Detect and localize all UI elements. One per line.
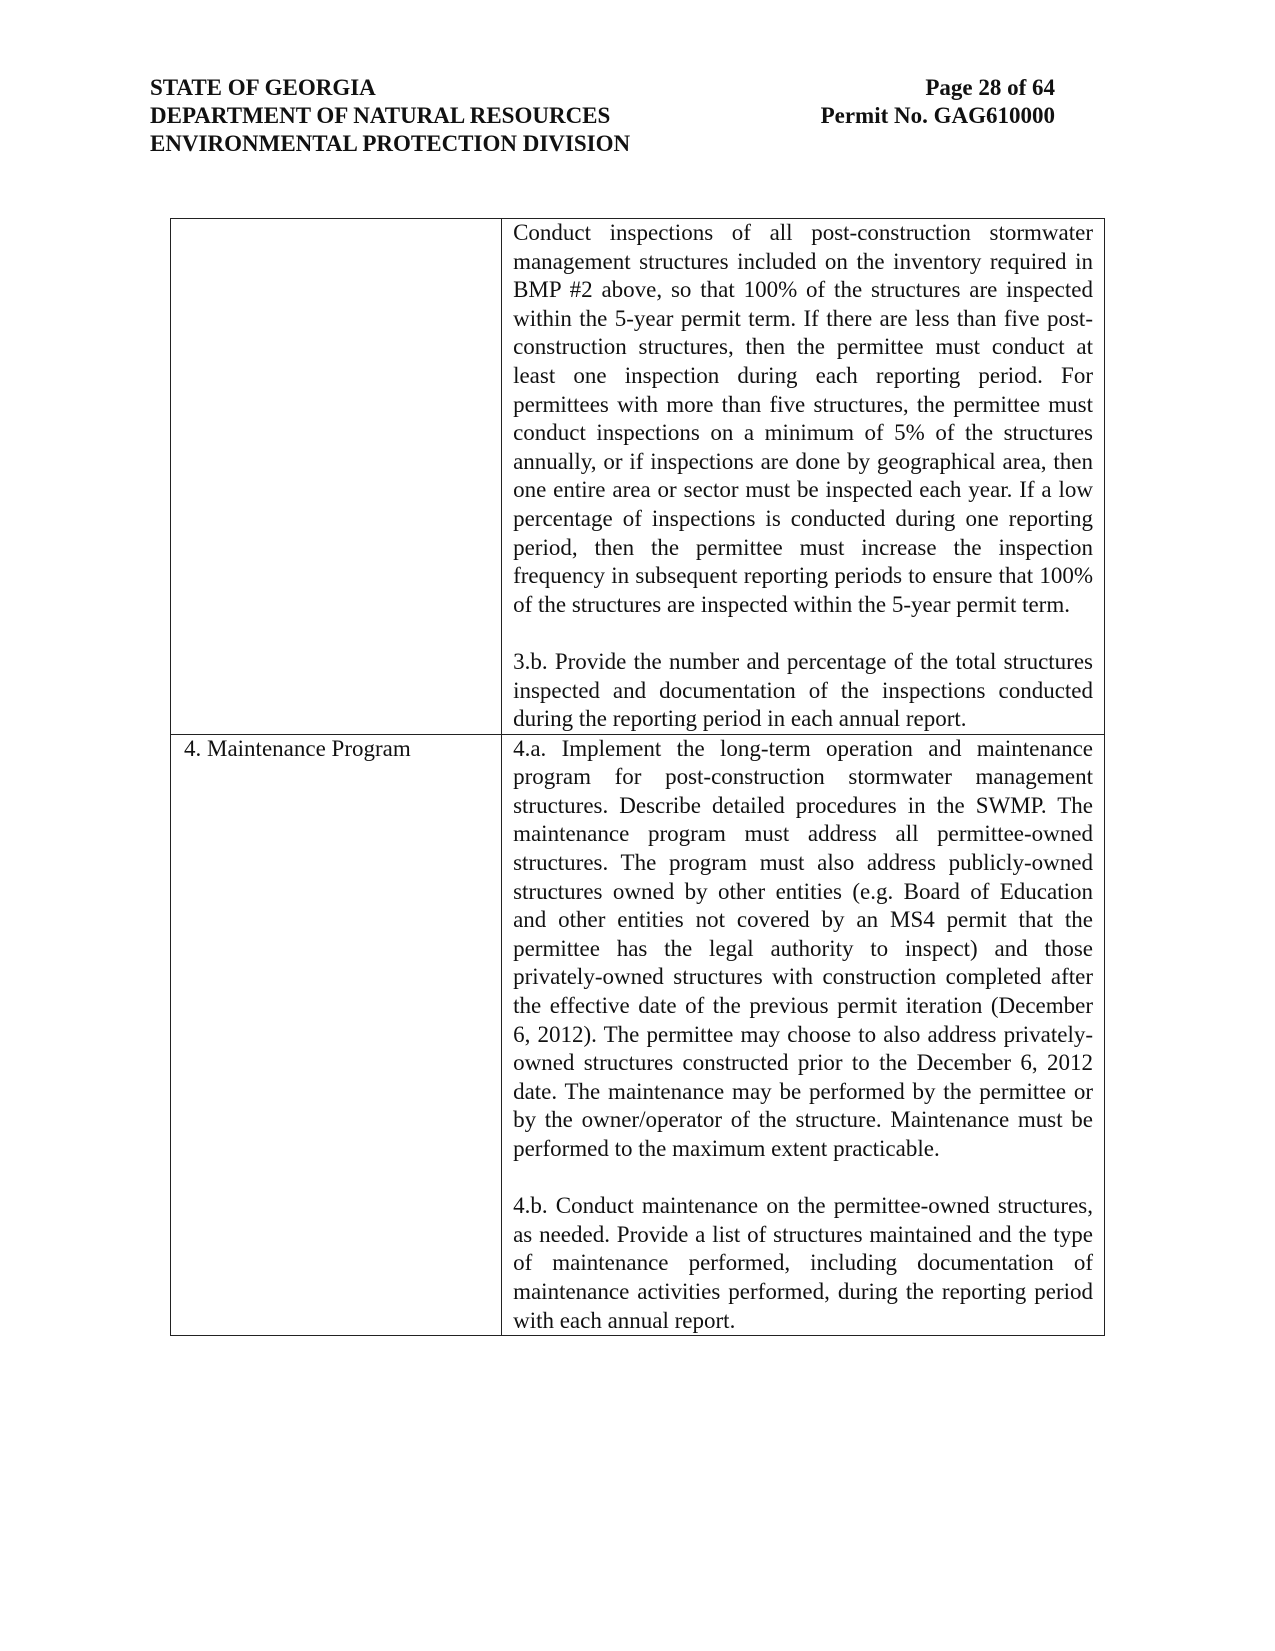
permit-number: Permit No. GAG610000 (820, 103, 1055, 128)
bmp-label-cell (171, 219, 502, 735)
page-number: Page 28 of 64 (925, 75, 1055, 100)
agency-block (150, 74, 630, 158)
table-row (171, 219, 1105, 735)
page-info-block (821, 74, 1055, 130)
requirement-cell (502, 734, 1105, 1335)
table-row (171, 734, 1105, 1335)
agency-line-division: ENVIRONMENTAL PROTECTION DIVISION (150, 131, 631, 156)
requirement-cell (502, 219, 1105, 735)
requirement-paragraph: Conduct inspections of all post-construction stormwater management structures included on the inventory required in BMP #2 above, so that 100% of the structures are inspected within the 5-year permit term. If there are less than five post-construction structures, then the permittee must conduct at least one inspection during each reporting period. For permittees with more than five structures, the permittee must conduct inspections on a minimum of 5% of the structures annually, or if inspections are done by geographical area, then one entire area or sector must be inspected each year. If a low percentage of inspections is conducted during one reporting period, then the permittee must increase the inspection frequency in subsequent reporting periods to ensure that 100% of the structures are inspected within the 5-year permit term. (513, 220, 1093, 617)
permit-requirements-table (170, 218, 1105, 1336)
agency-line-department: DEPARTMENT OF NATURAL RESOURCES (150, 103, 611, 128)
bmp-label: 4. Maintenance Program (184, 735, 411, 761)
bmp-label-cell (171, 734, 502, 1335)
agency-line-state: STATE OF GEORGIA (150, 75, 376, 100)
requirement-paragraph: 3.b. Provide the number and percentage of the total structures inspected and documentation of the inspections conducted during the reporting period in each annual report. (513, 648, 1093, 732)
bmp-label (182, 220, 184, 245)
requirement-paragraph: 4.a. Implement the long-term operation and maintenance program for post-construction stormwater management structures. Describe detailed procedures in the SWMP. The maintenance program must address all permittee-owned structures. The program must also address publicly-owned structures owned by other entities (e.g. Board of Education and other entities not covered by an MS4 permit that the permittee has the legal authority to inspect) and those privately-owned structures with construction completed after the effective date of the previous permit iteration (December 6, 2012). The permittee may choose to also address privately-owned structures constructed prior to the December 6, 2012 date. The maintenance may be performed by the permittee or by the owner/operator of the structure. Maintenance must be performed to the maximum extent practicable. (513, 735, 1093, 1161)
requirement-paragraph: 4.b. Conduct maintenance on the permittee-owned structures, as needed. Provide a list of structures maintained and the type of maintenance performed, including documentation of maintenance activities performed, during the reporting period with each annual report. (513, 1193, 1093, 1333)
